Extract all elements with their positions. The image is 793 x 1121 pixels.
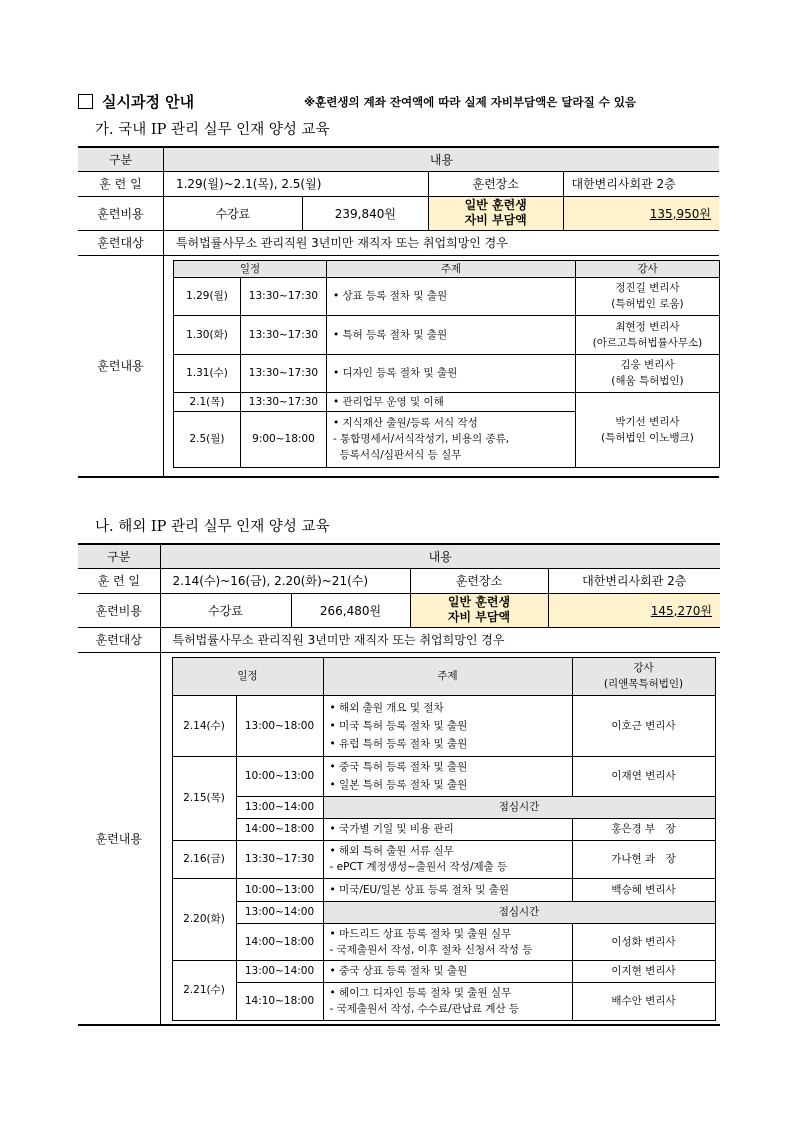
topic-line: • 상표 등록 절차 및 출원 (332, 290, 448, 302)
cost-label: 훈련비용 (78, 196, 163, 230)
self-pay-label (428, 196, 563, 230)
course-a-table (78, 146, 719, 478)
schedule-topic (326, 277, 575, 315)
course-a-schedule (173, 260, 720, 468)
table-row (172, 756, 715, 796)
table-row (172, 878, 715, 901)
course-target: 특허법률사무소 관리직원 3년미만 재직자 또는 취업희망인 경우 (160, 627, 720, 652)
schedule-topic (323, 960, 572, 982)
tuition-value: 266,480원 (291, 593, 410, 627)
schedule-day: 2.21(수) (172, 960, 236, 1020)
course-b-table (78, 543, 720, 1026)
topic-line: • 디자인 등록 절차 및 출원 (332, 367, 458, 379)
course-date: 2.14(수)~16(금), 2.20(화)~21(수) (160, 568, 410, 593)
schedule-day: 1.30(화) (173, 315, 240, 354)
self-pay-label-line2: 자비 부담액 (464, 213, 527, 227)
instructor-header-label: 강사 (633, 662, 654, 674)
curriculum-label: 훈련내용 (78, 652, 160, 1025)
course-b-title: 나. 해외 IP 관리 실무 인재 양성 교육 (95, 519, 330, 535)
table-row (172, 695, 715, 756)
place-label: 훈련장소 (428, 171, 563, 196)
target-label: 훈련대상 (78, 230, 163, 255)
topic-line: • 미국 특허 등록 절차 및 출원 (329, 719, 468, 732)
self-pay-value (548, 593, 720, 627)
schedule-time: 9:00~18:00 (240, 411, 326, 467)
schedule-time: 13:30~17:30 (240, 392, 326, 411)
schedule-instructor (575, 277, 719, 315)
schedule-topic (326, 354, 575, 392)
schedule-time: 13:00~18:00 (236, 695, 323, 756)
cost-label: 훈련비용 (78, 593, 160, 627)
schedule-topic (323, 840, 572, 878)
lunch-break: 점심시간 (323, 796, 715, 818)
schedule-time: 13:00~14:00 (236, 960, 323, 982)
schedule-instructor: 홍은경 부 장 (572, 818, 715, 840)
date-label: 훈 련 일 (78, 568, 160, 593)
topic-line: • 헤이그 디자인 등록 절차 및 출원 실무 (329, 987, 512, 999)
schedule-instructor: 이지현 변리사 (572, 960, 715, 982)
topic-line: • 중국 상표 등록 절차 및 출원 (329, 965, 468, 977)
schedule-time: 10:00~13:00 (236, 756, 323, 796)
schedule-day: 2.5(월) (173, 411, 240, 467)
schedule-instructor (575, 392, 719, 467)
topic-line: • 일본 특허 등록 절차 및 출원 (329, 779, 468, 791)
schedule-time: 13:30~17:30 (240, 277, 326, 315)
date-label: 훈 련 일 (78, 171, 163, 196)
topic-line: • 중국 특허 등록 절차 및 출원 (329, 761, 468, 773)
schedule-topic (323, 982, 572, 1020)
instructor-name: 정진길 변리사 (615, 282, 680, 294)
lunch-break: 점심시간 (323, 901, 715, 923)
table-row (172, 796, 715, 818)
schedule-time: 14:00~18:00 (236, 818, 323, 840)
instructor-header (572, 657, 715, 695)
schedule-topic (326, 392, 575, 411)
schedule-time: 14:00~18:00 (236, 923, 323, 960)
topic-line: • 국가별 기일 및 비용 관리 (329, 823, 454, 835)
cost-note: ※훈련생의 계좌 잔여액에 따라 실제 자비부담액은 달라질 수 있음 (304, 95, 637, 109)
course-date: 1.29(월)~2.1(목), 2.5(월) (163, 171, 428, 196)
table-row (172, 982, 715, 1020)
table-row (173, 392, 719, 411)
self-pay-label (410, 593, 548, 627)
schedule-instructor (575, 354, 719, 392)
schedule-day: 2.20(화) (172, 878, 236, 960)
topic-line: - 국제출원서 작성, 수수료/관납료 계산 등 (329, 1003, 520, 1015)
content-header: 내용 (160, 544, 720, 568)
table-row (173, 277, 719, 315)
self-pay-amount: 145,270원 (650, 603, 712, 618)
tuition-value: 239,840원 (302, 196, 428, 230)
schedule-day: 2.14(수) (172, 695, 236, 756)
table-row (172, 901, 715, 923)
topic-header: 주제 (323, 657, 572, 695)
schedule-instructor: 이성화 변리사 (572, 923, 715, 960)
schedule-day: 2.15(목) (172, 756, 236, 840)
table-row (173, 354, 719, 392)
curriculum-cell (163, 255, 719, 477)
course-target: 특허법률사무소 관리직원 3년미만 재직자 또는 취업희망인 경우 (163, 230, 719, 255)
course-a-title: 가. 국내 IP 관리 실무 인재 양성 교육 (95, 122, 330, 138)
topic-line: • 관리업무 운영 및 이해 (332, 395, 444, 408)
category-header: 구분 (78, 544, 160, 568)
schedule-instructor (575, 315, 719, 354)
checkbox-icon (78, 94, 93, 109)
course-place: 대한변리사회관 2층 (563, 171, 719, 196)
schedule-day: 1.31(수) (173, 354, 240, 392)
curriculum-cell (160, 652, 720, 1025)
instructor-name: 최현정 변리사 (615, 320, 680, 333)
topic-line: • 미국/EU/일본 상표 등록 절차 및 출원 (329, 883, 509, 896)
schedule-time: 13:00~14:00 (236, 901, 323, 923)
topic-line: - 통합명세서/서식작성기, 비용의 종류, (332, 433, 510, 445)
topic-line: - ePCT 계정생성~출원서 작성/제출 등 (329, 861, 508, 873)
schedule-header: 일정 (172, 657, 323, 695)
content-header: 내용 (163, 147, 719, 171)
topic-line: • 특허 등록 절차 및 출원 (332, 328, 448, 341)
self-pay-label-line2: 자비 부담액 (447, 610, 511, 624)
schedule-topic (323, 756, 572, 796)
table-row (172, 840, 715, 878)
topic-line: • 해외 특허 출원 서류 실무 (329, 845, 454, 857)
tuition-label: 수강료 (160, 593, 291, 627)
category-header: 구분 (78, 147, 163, 171)
topic-header: 주제 (326, 260, 575, 277)
schedule-day: 2.1(목) (173, 392, 240, 411)
instructor-org: (특허법인 이노뱅크) (601, 431, 694, 444)
schedule-topic (326, 315, 575, 354)
instructor-name: 김웅 변리사 (620, 359, 675, 371)
topic-line: • 지식재산 출원/등록 서식 작성 (332, 417, 478, 429)
schedule-day: 1.29(월) (173, 277, 240, 315)
self-pay-value (563, 196, 719, 230)
instructor-name: 박기선 변리사 (615, 415, 680, 428)
section-header (78, 91, 718, 113)
schedule-time: 13:00~14:00 (236, 796, 323, 818)
table-row (172, 960, 715, 982)
schedule-time: 13:30~17:30 (240, 354, 326, 392)
place-label: 훈련장소 (410, 568, 548, 593)
instructor-header: 강사 (575, 260, 719, 277)
instructor-header-org: (리앤목특허법인) (603, 678, 684, 690)
schedule-instructor: 이호근 변리사 (572, 695, 715, 756)
schedule-time: 10:00~13:00 (236, 878, 323, 901)
self-pay-amount: 135,950원 (649, 206, 711, 221)
self-pay-label-line1: 일반 훈련생 (464, 198, 527, 212)
schedule-topic (326, 411, 575, 467)
schedule-instructor: 백승혜 변리사 (572, 878, 715, 901)
schedule-time: 13:30~17:30 (236, 840, 323, 878)
course-b-schedule (172, 657, 716, 1021)
curriculum-label: 훈련내용 (78, 255, 163, 477)
table-row (172, 923, 715, 960)
schedule-header: 일정 (173, 260, 326, 277)
tuition-label: 수강료 (163, 196, 302, 230)
schedule-day: 2.16(금) (172, 840, 236, 878)
schedule-time: 13:30~17:30 (240, 315, 326, 354)
schedule-topic (323, 878, 572, 901)
table-row (172, 818, 715, 840)
target-label: 훈련대상 (78, 627, 160, 652)
schedule-topic (323, 695, 572, 756)
instructor-org: (특허법인 로움) (611, 298, 684, 310)
instructor-org: (해움 특허법인) (611, 375, 684, 387)
course-place: 대한변리사회관 2층 (548, 568, 720, 593)
topic-line: • 마드리드 상표 등록 절차 및 출원 실무 (329, 927, 512, 940)
schedule-instructor: 배수안 변리사 (572, 982, 715, 1020)
topic-line: • 유럽 특허 등록 절차 및 출원 (329, 737, 468, 750)
topic-line: 등록서식/심판서식 등 실무 (332, 449, 462, 461)
self-pay-label-line1: 일반 훈련생 (447, 595, 511, 609)
instructor-org: (아르고특허법률사무소) (592, 336, 703, 349)
schedule-instructor: 가나현 과 장 (572, 840, 715, 878)
section-title: 실시과정 안내 (102, 93, 195, 111)
topic-line: • 해외 출원 개요 및 절차 (329, 701, 444, 714)
schedule-instructor: 이재연 변리사 (572, 756, 715, 796)
topic-line: - 국제출원서 작성, 이후 절차 신청서 작성 등 (329, 943, 533, 956)
schedule-time: 14:10~18:00 (236, 982, 323, 1020)
table-row (173, 315, 719, 354)
schedule-topic (323, 818, 572, 840)
schedule-topic (323, 923, 572, 960)
